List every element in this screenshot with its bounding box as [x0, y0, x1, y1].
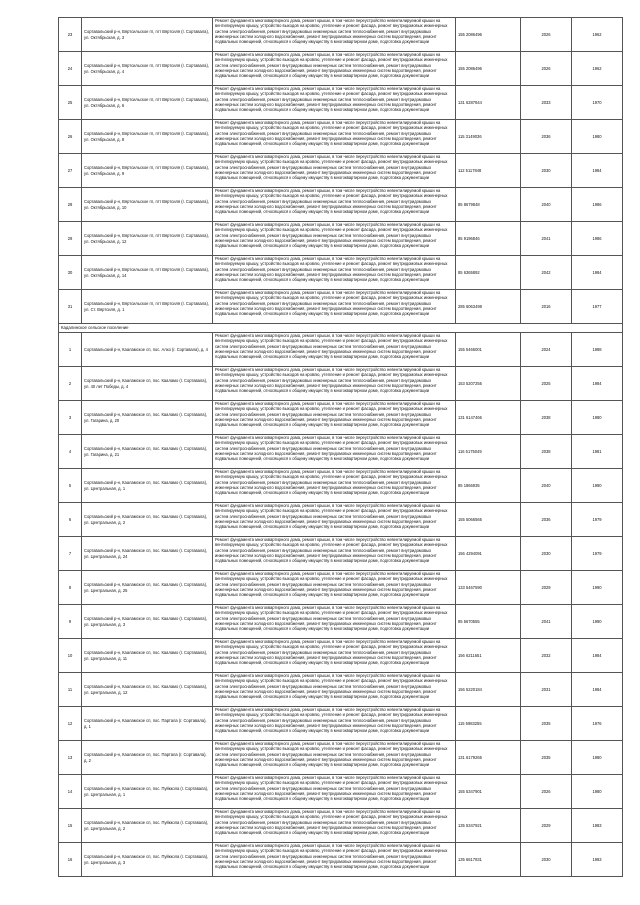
works-cell	[213, 435, 456, 469]
cost-cell: 133 5467590	[456, 571, 521, 605]
works-text: Ремонт фундамента многоквартирного дома, ремонт крыши, в том числе переустройство невентилируемой крыши на вентилируемую крышу, устройство выходов на кровлю, утепление и ремонт фасада, ремонт внутридомовых инженерных систем электроснабжения, ремонт внутридомовых инженерных систем теплоснабжения, ремонт внутридомовых инженерных систем холодного водоснабжения, ремонт внутридомовых инженерных систем водоотведения, ремонт подвальных помещений, относящихся к общему имуществу в многоквартирном доме, подготовка документации	[215, 435, 448, 462]
address-cell: Сортавальский р-н, Вяртсильское гп, пгт Вяртсиля (г. Сортавала), ул. Октябрьская, д. 14	[82, 256, 213, 290]
planned-year-cell: 2035	[521, 741, 572, 775]
address-cell: Сортавальский р-н, Вяртсильское гп, пгт Вяртсиля (г. Сортавала), ул. Октябрьская, д. 4	[82, 52, 213, 86]
row-number: 7	[59, 537, 82, 571]
document-page	[58, 17, 602, 877]
address-cell: Сортавальский р-н, Кааламское сп, пос. Кааламо (г. Сортавала), ул. Центральная, д. 12	[82, 673, 213, 707]
build-year-cell: 1990	[572, 605, 623, 639]
cost-cell: 156 5220184	[456, 673, 521, 707]
build-year-cell: 1984	[572, 639, 623, 673]
cost-cell: 155 5066565	[456, 503, 521, 537]
works-cell	[213, 52, 456, 86]
address-cell: Сортавальский р-н, Кааламское сп, пос. Пуйккола (г. Сортавала), ул. Центральная, д. 2	[82, 809, 213, 843]
table-row	[59, 537, 623, 571]
cost-cell: 135 6617831	[456, 843, 521, 877]
table-row	[59, 605, 623, 639]
build-year-cell: 1976	[572, 707, 623, 741]
cost-cell: 116 5175049	[456, 435, 521, 469]
address-cell: Сортавальский р-н, Вяртсильское гп, пгт Вяртсиля (г. Сортавала), ул. Октябрьская, д. 9	[82, 154, 213, 188]
cost-cell: 131 6147466	[456, 401, 521, 435]
planned-year-cell: 2026	[521, 775, 572, 809]
works-text: Ремонт фундамента многоквартирного дома, ремонт крыши, в том числе переустройство невентилируемой крыши на вентилируемую крышу, устройство выходов на кровлю, утепление и ремонт фасада, ремонт внутридомовых инженерных систем электроснабжения, ремонт внутридомовых инженерных систем теплоснабжения, ремонт внутридомовых инженерных систем холодного водоснабжения, ремонт внутридомовых инженерных систем водоотведения, ремонт подвальных помещений, относящихся к общему имуществу в многоквартирном доме, подготовка документации	[215, 52, 448, 79]
build-year-cell: 1979	[572, 537, 623, 571]
cost-cell: 85 8679848	[456, 188, 521, 222]
table-row	[59, 86, 623, 120]
address-cell: Сортавальский р-н, Вяртсильское гп, пгт Вяртсиля (г. Сортавала), ул. Ст. Вяртсиля, д. 1	[82, 290, 213, 324]
row-number: 5	[59, 469, 82, 503]
table-body	[59, 18, 623, 877]
address-cell: Сортавальский р-н, Кааламское сп, пос. Кааламо (г. Сортавала), ул. Центральная, д. 11	[82, 639, 213, 673]
planned-year-cell: 2024	[521, 333, 572, 367]
works-text: Ремонт фундамента многоквартирного дома, ремонт крыши, в том числе переустройство невентилируемой крыши на вентилируемую крышу, устройство выходов на кровлю, утепление и ремонт фасада, ремонт внутридомовых инженерных систем электроснабжения, ремонт внутридомовых инженерных систем теплоснабжения, ремонт внутридомовых инженерных систем холодного водоснабжения, ремонт внутридомовых инженерных систем водоотведения, ремонт подвальных помещений, относящихся к общему имуществу в многоквартирном доме, подготовка документации	[215, 809, 448, 836]
planned-year-cell: 2025	[521, 367, 572, 401]
table-row	[59, 154, 623, 188]
build-year-cell: 1962	[572, 18, 623, 52]
cost-cell: 155 5347901	[456, 775, 521, 809]
row-number: 28	[59, 188, 82, 222]
address-cell: Сортавальский р-н, Кааламское сп, пос. Кааламо (г. Сортавала), ул. 40 лет Победы, д. 4	[82, 367, 213, 401]
works-text: Ремонт фундамента многоквартирного дома, ремонт крыши, в том числе переустройство невентилируемой крыши на вентилируемую крышу, устройство выходов на кровлю, утепление и ремонт фасада, ремонт внутридомовых инженерных систем электроснабжения, ремонт внутридомовых инженерных систем теплоснабжения, ремонт внутридомовых инженерных систем холодного водоснабжения, ремонт внутридомовых инженерных систем водоотведения, ремонт подвальных помещений, относящихся к общему имуществу в многоквартирном доме, подготовка документации	[215, 605, 448, 632]
works-text: Ремонт фундамента многоквартирного дома, ремонт крыши, в том числе переустройство невентилируемой крыши на вентилируемую крышу, устройство выходов на кровлю, утепление и ремонт фасада, ремонт внутридомовых инженерных систем электроснабжения, ремонт внутридомовых инженерных систем теплоснабжения, ремонт внутридомовых инженерных систем холодного водоснабжения, ремонт внутридомовых инженерных систем водоотведения, ремонт подвальных помещений, относящихся к общему имуществу в многоквартирном доме, подготовка документации	[215, 333, 448, 360]
works-cell	[213, 775, 456, 809]
table-row	[59, 256, 623, 290]
build-year-cell: 1983	[572, 843, 623, 877]
build-year-cell: 1990	[572, 571, 623, 605]
works-text: Ремонт фундамента многоквартирного дома, ремонт крыши, в том числе переустройство невентилируемой крыши на вентилируемую крышу, устройство выходов на кровлю, утепление и ремонт фасада, ремонт внутридомовых инженерных систем электроснабжения, ремонт внутридомовых инженерных систем теплоснабжения, ремонт внутридомовых инженерных систем холодного водоснабжения, ремонт внутридомовых инженерных систем водоотведения, ремонт подвальных помещений, относящихся к общему имуществу в многоквартирном доме, подготовка документации	[215, 469, 448, 496]
row-number: 16	[59, 843, 82, 877]
address-cell: Сортавальский р-н, Кааламское сп, пос. Партала (г. Сортавала), д. 2	[82, 741, 213, 775]
planned-year-cell: 2033	[521, 86, 572, 120]
cost-cell: 156 4294091	[456, 537, 521, 571]
works-cell	[213, 333, 456, 367]
cost-cell: 131 6287844	[456, 86, 521, 120]
build-year-cell: 1984	[572, 154, 623, 188]
works-cell	[213, 154, 456, 188]
works-cell	[213, 256, 456, 290]
row-number: 4	[59, 435, 82, 469]
table-row	[59, 503, 623, 537]
table-row	[59, 222, 623, 256]
works-cell	[213, 843, 456, 877]
cost-cell: 115 3149036	[456, 120, 521, 154]
table-row	[59, 571, 623, 605]
table-row	[59, 333, 623, 367]
table-row	[59, 52, 623, 86]
row-number: 30	[59, 256, 82, 290]
works-cell	[213, 120, 456, 154]
cost-cell: 285 6063498	[456, 290, 521, 324]
build-year-cell: 1980	[572, 120, 623, 154]
build-year-cell: 1980	[572, 401, 623, 435]
works-cell	[213, 469, 456, 503]
planned-year-cell: 2031	[521, 673, 572, 707]
works-text: Ремонт фундамента многоквартирного дома, ремонт крыши, в том числе переустройство невентилируемой крыши на вентилируемую крышу, устройство выходов на кровлю, утепление и ремонт фасада, ремонт внутридомовых инженерных систем электроснабжения, ремонт внутридомовых инженерных систем теплоснабжения, ремонт внутридомовых инженерных систем холодного водоснабжения, ремонт внутридомовых инженерных систем водоотведения, ремонт подвальных помещений, относящихся к общему имуществу в многоквартирном доме, подготовка документации	[215, 707, 448, 734]
cost-cell: 115 5983255	[456, 707, 521, 741]
table-row	[59, 367, 623, 401]
row-number: 2	[59, 367, 82, 401]
works-cell	[213, 639, 456, 673]
row-number: 8	[59, 571, 82, 605]
cost-cell: 112 5117848	[456, 154, 521, 188]
planned-year-cell: 2041	[521, 222, 572, 256]
build-year-cell: 1980	[572, 775, 623, 809]
works-text: Ремонт фундамента многоквартирного дома, ремонт крыши, в том числе переустройство невентилируемой крыши на вентилируемую крышу, устройство выходов на кровлю, утепление и ремонт фасада, ремонт внутридомовых инженерных систем электроснабжения, ремонт внутридомовых инженерных систем теплоснабжения, ремонт внутридомовых инженерных систем холодного водоснабжения, ремонт внутридомовых инженерных систем водоотведения, ремонт подвальных помещений, относящихся к общему имуществу в многоквартирном доме, подготовка документации	[215, 222, 448, 249]
cost-cell: 155 2086496	[456, 52, 521, 86]
address-cell: Сортавальский р-н, Вяртсильское гп, пгт Вяртсиля (г. Сортавала), ул. Октябрьская, д. 12	[82, 222, 213, 256]
address-cell: Сортавальский р-н, Кааламское сп, пос. Кааламо (г. Сортавала), ул. Центральная, д. 1	[82, 469, 213, 503]
works-cell	[213, 188, 456, 222]
works-cell	[213, 367, 456, 401]
row-number: 15	[59, 809, 82, 843]
row-number: 27	[59, 154, 82, 188]
row-number: 1	[59, 333, 82, 367]
table-row	[59, 639, 623, 673]
works-cell	[213, 18, 456, 52]
works-cell	[213, 707, 456, 741]
row-number: 31	[59, 290, 82, 324]
table-row	[59, 435, 623, 469]
table-row	[59, 401, 623, 435]
capital-repair-table	[58, 17, 623, 877]
row-number: 29	[59, 222, 82, 256]
row-number: 3	[59, 401, 82, 435]
address-cell: Сортавальский р-н, Вяртсильское гп, пгт Вяртсиля (г. Сортавала), ул. Октябрьская, д. 3	[82, 18, 213, 52]
row-number: 12	[59, 707, 82, 741]
row-number: 13	[59, 741, 82, 775]
planned-year-cell: 2042	[521, 256, 572, 290]
cost-cell: 85 9196846	[456, 222, 521, 256]
address-cell: Сортавальский р-н, Кааламское сп, пос. Пуйккола (г. Сортавала), ул. Центральная, д. 3	[82, 843, 213, 877]
works-text: Ремонт фундамента многоквартирного дома, ремонт крыши, в том числе переустройство невентилируемой крыши на вентилируемую крышу, устройство выходов на кровлю, утепление и ремонт фасада, ремонт внутридомовых инженерных систем электроснабжения, ремонт внутридомовых инженерных систем теплоснабжения, ремонт внутридомовых инженерных систем холодного водоснабжения, ремонт внутридомовых инженерных систем водоотведения, ремонт подвальных помещений, относящихся к общему имуществу в многоквартирном доме, подготовка документации	[215, 537, 448, 564]
cost-cell: 85 6365892	[456, 256, 521, 290]
row-number: 6	[59, 503, 82, 537]
works-cell	[213, 537, 456, 571]
works-text: Ремонт фундамента многоквартирного дома, ремонт крыши, в том числе переустройство невентилируемой крыши на вентилируемую крышу, устройство выходов на кровлю, утепление и ремонт фасада, ремонт внутридомовых инженерных систем электроснабжения, ремонт внутридомовых инженерных систем теплоснабжения, ремонт внутридомовых инженерных систем холодного водоснабжения, ремонт внутридомовых инженерных систем водоотведения, ремонт подвальных помещений, относящихся к общему имуществу в многоквартирном доме, подготовка документации	[215, 639, 448, 666]
table-row	[59, 809, 623, 843]
planned-year-cell: 2026	[521, 52, 572, 86]
row-number: 11	[59, 673, 82, 707]
section-row	[59, 324, 623, 333]
row-number: 9	[59, 605, 82, 639]
planned-year-cell: 2030	[521, 537, 572, 571]
table-row	[59, 775, 623, 809]
cost-cell: 155 2086496	[456, 18, 521, 52]
table-row	[59, 120, 623, 154]
build-year-cell: 1979	[572, 503, 623, 537]
build-year-cell: 1970	[572, 86, 623, 120]
planned-year-cell: 2016	[521, 290, 572, 324]
works-text: Ремонт фундамента многоквартирного дома, ремонт крыши, в том числе переустройство невентилируемой крыши на вентилируемую крышу, устройство выходов на кровлю, утепление и ремонт фасада, ремонт внутридомовых инженерных систем электроснабжения, ремонт внутридомовых инженерных систем теплоснабжения, ремонт внутридомовых инженерных систем холодного водоснабжения, ремонт внутридомовых инженерных систем водоотведения, ремонт подвальных помещений, относящихся к общему имуществу в многоквартирном доме, подготовка документации	[215, 741, 448, 768]
planned-year-cell: 2038	[521, 435, 572, 469]
build-year-cell: 1984	[572, 367, 623, 401]
planned-year-cell: 2029	[521, 809, 572, 843]
works-text: Ремонт фундамента многоквартирного дома, ремонт крыши, в том числе переустройство невентилируемой крыши на вентилируемую крышу, устройство выходов на кровлю, утепление и ремонт фасада, ремонт внутридомовых инженерных систем электроснабжения, ремонт внутридомовых инженерных систем теплоснабжения, ремонт внутридомовых инженерных систем холодного водоснабжения, ремонт внутридомовых инженерных систем водоотведения, ремонт подвальных помещений, относящихся к общему имуществу в многоквартирном доме, подготовка документации	[215, 401, 448, 428]
works-text: Ремонт фундамента многоквартирного дома, ремонт крыши, в том числе переустройство невентилируемой крыши на вентилируемую крышу, устройство выходов на кровлю, утепление и ремонт фасада, ремонт внутридомовых инженерных систем электроснабжения, ремонт внутридомовых инженерных систем теплоснабжения, ремонт внутридомовых инженерных систем холодного водоснабжения, ремонт внутридомовых инженерных систем водоотведения, ремонт подвальных помещений, относящихся к общему имуществу в многоквартирном доме, подготовка документации	[215, 18, 448, 45]
works-cell	[213, 673, 456, 707]
table-row	[59, 843, 623, 877]
planned-year-cell: 2038	[521, 401, 572, 435]
planned-year-cell: 2040	[521, 188, 572, 222]
works-text: Ремонт фундамента многоквартирного дома, ремонт крыши, в том числе переустройство невентилируемой крыши на вентилируемую крышу, устройство выходов на кровлю, утепление и ремонт фасада, ремонт внутридомовых инженерных систем электроснабжения, ремонт внутридомовых инженерных систем теплоснабжения, ремонт внутридомовых инженерных систем холодного водоснабжения, ремонт внутридомовых инженерных систем водоотведения, ремонт подвальных помещений, относящихся к общему имуществу в многоквартирном доме, подготовка документации	[215, 673, 448, 700]
cost-cell: 153 5207255	[456, 367, 521, 401]
row-number: 25	[59, 86, 82, 120]
row-number: 26	[59, 120, 82, 154]
cost-cell: 131 6179265	[456, 741, 521, 775]
row-number: 14	[59, 775, 82, 809]
section-title: Кадалинское сельское поселение	[59, 324, 623, 333]
build-year-cell: 1984	[572, 256, 623, 290]
build-year-cell: 1983	[572, 809, 623, 843]
address-cell: Сортавальский р-н, Кааламское сп, пос. Алхо (г. Сортавала), д. 4	[82, 333, 213, 367]
planned-year-cell: 2036	[521, 120, 572, 154]
works-cell	[213, 290, 456, 324]
table-row	[59, 469, 623, 503]
address-cell: Сортавальский р-н, Кааламское сп, пос. Партала (г. Сортавала), д. 1	[82, 707, 213, 741]
works-cell	[213, 86, 456, 120]
build-year-cell: 1986	[572, 188, 623, 222]
build-year-cell: 1990	[572, 469, 623, 503]
works-text: Ремонт фундамента многоквартирного дома, ремонт крыши, в том числе переустройство невентилируемой крыши на вентилируемую крышу, устройство выходов на кровлю, утепление и ремонт фасада, ремонт внутридомовых инженерных систем электроснабжения, ремонт внутридомовых инженерных систем теплоснабжения, ремонт внутридомовых инженерных систем холодного водоснабжения, ремонт внутридомовых инженерных систем водоотведения, ремонт подвальных помещений, относящихся к общему имуществу в многоквартирном доме, подготовка документации	[215, 503, 448, 530]
planned-year-cell: 2030	[521, 843, 572, 877]
planned-year-cell: 2029	[521, 571, 572, 605]
works-text: Ремонт фундамента многоквартирного дома, ремонт крыши, в том числе переустройство невентилируемой крыши на вентилируемую крышу, устройство выходов на кровлю, утепление и ремонт фасада, ремонт внутридомовых инженерных систем электроснабжения, ремонт внутридомовых инженерных систем теплоснабжения, ремонт внутридомовых инженерных систем холодного водоснабжения, ремонт внутридомовых инженерных систем водоотведения, ремонт подвальных помещений, относящихся к общему имуществу в многоквартирном доме, подготовка документации	[215, 775, 448, 802]
address-cell: Сортавальский р-н, Кааламское сп, пос. Кааламо (г. Сортавала), ул. Гагарина, д. 21	[82, 435, 213, 469]
address-cell: Сортавальский р-н, Кааламское сп, пос. Кааламо (г. Сортавала), ул. Центральная, д. 3	[82, 605, 213, 639]
works-text: Ремонт фундамента многоквартирного дома, ремонт крыши, в том числе переустройство невентилируемой крыши на вентилируемую крышу, устройство выходов на кровлю, утепление и ремонт фасада, ремонт внутридомовых инженерных систем электроснабжения, ремонт внутридомовых инженерных систем теплоснабжения, ремонт внутридомовых инженерных систем холодного водоснабжения, ремонт внутридомовых инженерных систем водоотведения, ремонт подвальных помещений, относящихся к общему имуществу в многоквартирном доме, подготовка документации	[215, 86, 448, 113]
build-year-cell: 1988	[572, 333, 623, 367]
address-cell: Сортавальский р-н, Вяртсильское гп, пгт Вяртсиля (г. Сортавала), ул. Октябрьская, д. 8	[82, 120, 213, 154]
works-text: Ремонт фундамента многоквартирного дома, ремонт крыши, в том числе переустройство невентилируемой крыши на вентилируемую крышу, устройство выходов на кровлю, утепление и ремонт фасада, ремонт внутридомовых инженерных систем электроснабжения, ремонт внутридомовых инженерных систем теплоснабжения, ремонт внутридомовых инженерных систем холодного водоснабжения, ремонт внутридомовых инженерных систем водоотведения, ремонт подвальных помещений, относящихся к общему имуществу в многоквартирном доме, подготовка документации	[215, 843, 448, 870]
table-row	[59, 741, 623, 775]
address-cell: Сортавальский р-н, Кааламское сп, пос. Кааламо (г. Сортавала), ул. Центральная, д. 25	[82, 571, 213, 605]
planned-year-cell: 2032	[521, 639, 572, 673]
works-text: Ремонт фундамента многоквартирного дома, ремонт крыши, в том числе переустройство невентилируемой крыши на вентилируемую крышу, устройство выходов на кровлю, утепление и ремонт фасада, ремонт внутридомовых инженерных систем электроснабжения, ремонт внутридомовых инженерных систем теплоснабжения, ремонт внутридомовых инженерных систем холодного водоснабжения, ремонт внутридомовых инженерных систем водоотведения, ремонт подвальных помещений, относящихся к общему имуществу в многоквартирном доме, подготовка документации	[215, 367, 448, 394]
address-cell: Сортавальский р-н, Кааламское сп, пос. Пуйккола (г. Сортавала), ул. Центральная, д. 1	[82, 775, 213, 809]
address-cell: Сортавальский р-н, Кааламское сп, пос. Кааламо (г. Сортавала), ул. Центральная, д. 2	[82, 503, 213, 537]
row-number: 24	[59, 52, 82, 86]
works-cell	[213, 605, 456, 639]
works-cell	[213, 503, 456, 537]
table-row	[59, 18, 623, 52]
address-cell: Сортавальский р-н, Кааламское сп, пос. Кааламо (г. Сортавала), ул. Центральная, д. 24	[82, 537, 213, 571]
row-number: 10	[59, 639, 82, 673]
cost-cell: 85 5670555	[456, 605, 521, 639]
cost-cell: 155 5466001	[456, 333, 521, 367]
planned-year-cell: 2030	[521, 154, 572, 188]
works-text: Ремонт фундамента многоквартирного дома, ремонт крыши, в том числе переустройство невентилируемой крыши на вентилируемую крышу, устройство выходов на кровлю, утепление и ремонт фасада, ремонт внутридомовых инженерных систем электроснабжения, ремонт внутридомовых инженерных систем теплоснабжения, ремонт внутридомовых инженерных систем холодного водоснабжения, ремонт внутридомовых инженерных систем водоотведения, ремонт подвальных помещений, относящихся к общему имуществу в многоквартирном доме, подготовка документации	[215, 571, 448, 598]
table-row	[59, 188, 623, 222]
works-cell	[213, 809, 456, 843]
table-row	[59, 290, 623, 324]
build-year-cell: 1986	[572, 222, 623, 256]
address-cell: Сортавальский р-н, Вяртсильское гп, пгт Вяртсиля (г. Сортавала), ул. Октябрьская, д. 6	[82, 86, 213, 120]
table-row	[59, 673, 623, 707]
address-cell: Сортавальский р-н, Кааламское сп, пос. Кааламо (г. Сортавала), ул. Гагарина, д. 20	[82, 401, 213, 435]
planned-year-cell: 2041	[521, 605, 572, 639]
works-text: Ремонт фундамента многоквартирного дома, ремонт крыши, в том числе переустройство невентилируемой крыши на вентилируемую крышу, устройство выходов на кровлю, утепление и ремонт фасада, ремонт внутридомовых инженерных систем электроснабжения, ремонт внутридомовых инженерных систем теплоснабжения, ремонт внутридомовых инженерных систем холодного водоснабжения, ремонт внутридомовых инженерных систем водоотведения, ремонт подвальных помещений, относящихся к общему имуществу в многоквартирном доме, подготовка документации	[215, 154, 448, 181]
works-text: Ремонт фундамента многоквартирного дома, ремонт крыши, в том числе переустройство невентилируемой крыши на вентилируемую крышу, устройство выходов на кровлю, утепление и ремонт фасада, ремонт внутридомовых инженерных систем электроснабжения, ремонт внутридомовых инженерных систем теплоснабжения, ремонт внутридомовых инженерных систем холодного водоснабжения, ремонт внутридомовых инженерных систем водоотведения, ремонт подвальных помещений, относящихся к общему имуществу в многоквартирном доме, подготовка документации	[215, 120, 448, 147]
row-number: 23	[59, 18, 82, 52]
build-year-cell: 1984	[572, 673, 623, 707]
address-cell: Сортавальский р-н, Вяртсильское гп, пгт Вяртсиля (г. Сортавала), ул. Октябрьская, д. 10	[82, 188, 213, 222]
works-cell	[213, 741, 456, 775]
build-year-cell: 1981	[572, 435, 623, 469]
table-row	[59, 707, 623, 741]
cost-cell: 135 5347921	[456, 809, 521, 843]
build-year-cell: 1980	[572, 741, 623, 775]
works-text: Ремонт фундамента многоквартирного дома, ремонт крыши, в том числе переустройство невентилируемой крыши на вентилируемую крышу, устройство выходов на кровлю, утепление и ремонт фасада, ремонт внутридомовых инженерных систем электроснабжения, ремонт внутридомовых инженерных систем теплоснабжения, ремонт внутридомовых инженерных систем холодного водоснабжения, ремонт внутридомовых инженерных систем водоотведения, ремонт подвальных помещений, относящихся к общему имуществу в многоквартирном доме, подготовка документации	[215, 256, 448, 283]
planned-year-cell: 2036	[521, 503, 572, 537]
works-text: Ремонт фундамента многоквартирного дома, ремонт крыши, в том числе переустройство невентилируемой крыши на вентилируемую крышу, устройство выходов на кровлю, утепление и ремонт фасада, ремонт внутридомовых инженерных систем электроснабжения, ремонт внутридомовых инженерных систем теплоснабжения, ремонт внутридомовых инженерных систем холодного водоснабжения, ремонт внутридомовых инженерных систем водоотведения, ремонт подвальных помещений, относящихся к общему имуществу в многоквартирном доме, подготовка документации	[215, 290, 448, 317]
works-cell	[213, 571, 456, 605]
cost-cell: 156 6211651	[456, 639, 521, 673]
works-cell	[213, 222, 456, 256]
planned-year-cell: 2026	[521, 18, 572, 52]
works-text: Ремонт фундамента многоквартирного дома, ремонт крыши, в том числе переустройство невентилируемой крыши на вентилируемую крышу, устройство выходов на кровлю, утепление и ремонт фасада, ремонт внутридомовых инженерных систем электроснабжения, ремонт внутридомовых инженерных систем теплоснабжения, ремонт внутридомовых инженерных систем холодного водоснабжения, ремонт внутридомовых инженерных систем водоотведения, ремонт подвальных помещений, относящихся к общему имуществу в многоквартирном доме, подготовка документации	[215, 188, 448, 215]
build-year-cell: 1962	[572, 52, 623, 86]
planned-year-cell: 2040	[521, 469, 572, 503]
works-cell	[213, 401, 456, 435]
build-year-cell: 1977	[572, 290, 623, 324]
planned-year-cell: 2035	[521, 707, 572, 741]
cost-cell: 85 1866935	[456, 469, 521, 503]
